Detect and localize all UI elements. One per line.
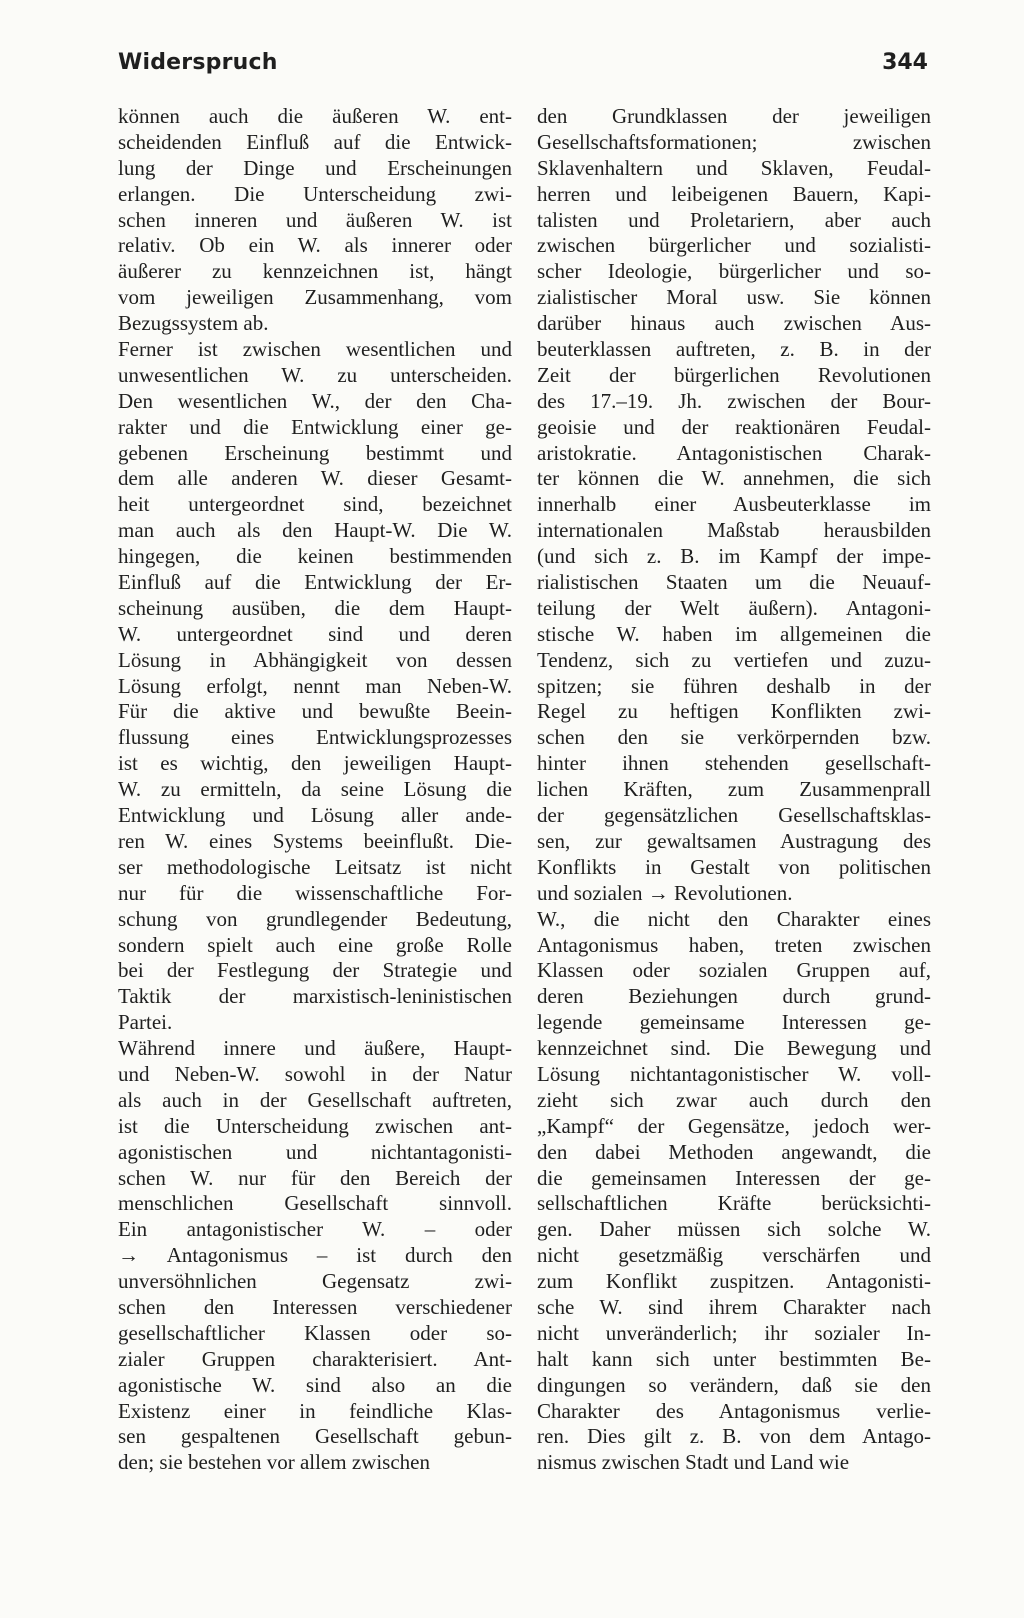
text-line: sen, zur gewaltsamen Austragung des: [537, 828, 931, 853]
text-line: sche W. sind ihrem Charakter nach: [537, 1294, 931, 1319]
text-line: teilung der Welt äußern). Antagoni-: [537, 595, 931, 620]
text-line: erlangen. Die Unterscheidung zwi-: [118, 181, 512, 206]
text-line: Für die aktive und bewußte Beein-: [118, 699, 512, 724]
text-line: Taktik der marxistisch-leninistischen: [118, 984, 512, 1009]
text-line: scheidenden Einfluß auf die Entwick-: [118, 129, 512, 154]
text-line: bei der Festlegung der Strategie und: [118, 958, 512, 983]
text-line: aristokratie. Antagonistischen Charak-: [537, 440, 931, 465]
text-line: deren Beziehungen durch grund-: [537, 984, 931, 1009]
text-line: innerhalb einer Ausbeuterklasse im: [537, 492, 931, 517]
text-line: Existenz einer in feindliche Klas-: [118, 1398, 512, 1423]
text-line: ist die Unterscheidung zwischen ant-: [118, 1113, 512, 1138]
text-line: Bezugssystem ab.: [118, 311, 269, 336]
text-line: schen den sie verkörpernden bzw.: [537, 725, 931, 750]
text-line: können auch die äußeren W. ent-: [118, 104, 512, 128]
text-line: gesellschaftlicher Klassen oder so-: [118, 1320, 512, 1345]
text-line: agonistische W. sind also an die: [118, 1372, 512, 1397]
text-line: Gesellschaftsformationen; zwischen: [537, 129, 931, 154]
text-line: Während innere und äußere, Haupt-: [118, 1036, 512, 1061]
text-line: agonistischen und nichtantagonisti-: [118, 1139, 512, 1164]
text-line: der gegensätzlichen Gesellschaftsklas-: [537, 803, 931, 828]
text-line: gen. Daher müssen sich solche W.: [537, 1217, 931, 1242]
text-line: darüber hinaus auch zwischen Aus-: [537, 311, 931, 336]
text-line: „Kampf“ der Gegensätze, jedoch wer-: [537, 1113, 931, 1138]
text-line: schen den Interessen verschiedener: [118, 1294, 512, 1319]
text-line: und sozialen → Revolutionen.: [537, 880, 793, 905]
text-line: vom jeweiligen Zusammenhang, vom: [118, 285, 512, 310]
text-line: unversöhnlichen Gegensatz zwi-: [118, 1269, 512, 1294]
text-line: lichen Kräften, zum Zusammenprall: [537, 777, 931, 802]
text-line: Konflikts in Gestalt von politischen: [537, 854, 931, 879]
text-line: (und sich z. B. im Kampf der impe-: [537, 544, 931, 569]
text-line: als auch in der Gesellschaft auftreten,: [118, 1087, 512, 1112]
text-line: sondern spielt auch eine große Rolle: [118, 932, 512, 957]
text-line: ren W. eines Systems beeinflußt. Die-: [118, 828, 512, 853]
text-line: Den wesentlichen W., der den Cha-: [118, 388, 512, 413]
text-line: talisten und Proletariern, aber auch: [537, 207, 931, 232]
text-line: → Antagonismus – ist durch den: [118, 1243, 512, 1268]
text-line: hingegen, die keinen bestimmenden: [118, 544, 512, 569]
text-line: heit untergeordnet sind, bezeichnet: [118, 492, 512, 517]
text-line: nicht gesetzmäßig verschärfen und: [537, 1243, 931, 1268]
text-line: zwischen bürgerlicher und sozialisti-: [537, 233, 931, 258]
text-line: zialer Gruppen charakterisiert. Ant-: [118, 1346, 512, 1371]
text-line: spitzen; sie führen deshalb in der: [537, 673, 931, 698]
text-line: Entwicklung und Lösung aller ande-: [118, 803, 512, 828]
left-text-column: [118, 104, 512, 1476]
text-line: Tendenz, sich zu vertiefen und zuzu-: [537, 647, 931, 672]
text-line: Ein antagonistischer W. – oder: [118, 1217, 512, 1242]
text-line: und Neben-W. sowohl in der Natur: [118, 1061, 512, 1086]
text-line: nismus zwischen Stadt und Land wie: [537, 1450, 850, 1475]
text-line: hinter ihnen stehenden gesellschaft-: [537, 751, 931, 776]
text-line: geoisie und der reaktionären Feudal-: [537, 414, 931, 439]
text-line: legende gemeinsame Interessen ge-: [537, 1010, 931, 1035]
text-line: den dabei Methoden angewandt, die: [537, 1139, 931, 1164]
text-line: unwesentlichen W. zu unterscheiden.: [118, 362, 512, 387]
text-line: Lösung erfolgt, nennt man Neben-W.: [118, 673, 512, 698]
text-line: Sklavenhaltern und Sklaven, Feudal-: [537, 155, 931, 180]
text-line: Antagonismus haben, treten zwischen: [537, 932, 931, 957]
text-line: scheinung ausüben, die dem Haupt-: [118, 595, 512, 620]
text-line: zialistischer Moral usw. Sie können: [537, 285, 931, 310]
text-line: ser methodologische Leitsatz ist nicht: [118, 854, 512, 879]
text-line: Ferner ist zwischen wesentlichen und: [118, 337, 512, 362]
text-line: nur für die wissenschaftliche For-: [118, 880, 512, 905]
text-line: den Grundklassen der jeweiligen: [537, 104, 931, 128]
text-line: beuterklassen auftreten, z. B. in der: [537, 337, 931, 362]
text-line: herren und leibeigenen Bauern, Kapi-: [537, 181, 931, 206]
text-line: W., die nicht den Charakter eines: [537, 906, 931, 931]
text-line: Lösung nichtantagonistischer W. voll-: [537, 1061, 931, 1086]
text-line: des 17.–19. Jh. zwischen der Bour-: [537, 388, 931, 413]
text-line: man auch als den Haupt-W. Die W.: [118, 518, 512, 543]
text-line: gebenen Erscheinung bestimmt und: [118, 440, 512, 465]
text-line: Charakter des Antagonismus verlie-: [537, 1398, 931, 1423]
text-line: W. zu ermitteln, da seine Lösung die: [118, 777, 512, 802]
text-line: relativ. Ob ein W. als innerer oder: [118, 233, 512, 258]
text-line: Klassen oder sozialen Gruppen auf,: [537, 958, 931, 983]
text-line: lung der Dinge und Erscheinungen: [118, 155, 512, 180]
right-text-column: [537, 104, 931, 1476]
page-number: 344: [882, 50, 928, 75]
text-line: äußerer zu kennzeichnen ist, hängt: [118, 259, 512, 284]
text-line: Partei.: [118, 1010, 173, 1035]
text-line: flussung eines Entwicklungsprozesses: [118, 725, 512, 750]
text-line: Zeit der bürgerlichen Revolutionen: [537, 362, 931, 387]
text-line: scher Ideologie, bürgerlicher und so-: [537, 259, 931, 284]
text-line: sen gespaltenen Gesellschaft gebun-: [118, 1424, 512, 1449]
text-line: dem alle anderen W. dieser Gesamt-: [118, 466, 512, 491]
text-line: sellschaftlichen Kräfte berücksichti-: [537, 1191, 931, 1216]
head-word: Widerspruch: [118, 50, 278, 75]
text-line: stische W. haben im allgemeinen die: [537, 621, 931, 646]
text-line: Einfluß auf die Entwicklung der Er-: [118, 570, 512, 595]
running-head: [118, 50, 928, 90]
text-line: W. untergeordnet sind und deren: [118, 621, 512, 646]
text-line: Lösung in Abhängigkeit von dessen: [118, 647, 512, 672]
text-line: schung von grundlegender Bedeutung,: [118, 906, 512, 931]
text-line: ist es wichtig, den jeweiligen Haupt-: [118, 751, 512, 776]
text-line: zieht sich zwar auch durch den: [537, 1087, 931, 1112]
text-line: zum Konflikt zuspitzen. Antagonisti-: [537, 1269, 931, 1294]
text-line: ren. Dies gilt z. B. von dem Antago-: [537, 1424, 931, 1449]
text-line: schen W. nur für den Bereich der: [118, 1165, 512, 1190]
text-line: rialistischen Staaten um die Neuauf-: [537, 570, 931, 595]
text-line: dingungen so verändern, daß sie den: [537, 1372, 931, 1397]
text-line: die gemeinsamen Interessen der ge-: [537, 1165, 931, 1190]
text-line: nicht unveränderlich; ihr sozialer In-: [537, 1320, 931, 1345]
text-line: internationalen Maßstab herausbilden: [537, 518, 931, 543]
text-line: den; sie bestehen vor allem zwischen: [118, 1450, 430, 1475]
text-line: ter können die W. annehmen, die sich: [537, 466, 931, 491]
text-line: Regel zu heftigen Konflikten zwi-: [537, 699, 931, 724]
text-line: menschlichen Gesellschaft sinnvoll.: [118, 1191, 512, 1216]
text-line: schen inneren und äußeren W. ist: [118, 207, 512, 232]
text-line: kennzeichnet sind. Die Bewegung und: [537, 1036, 931, 1061]
text-line: halt kann sich unter bestimmten Be-: [537, 1346, 931, 1371]
text-line: rakter und die Entwicklung einer ge-: [118, 414, 512, 439]
